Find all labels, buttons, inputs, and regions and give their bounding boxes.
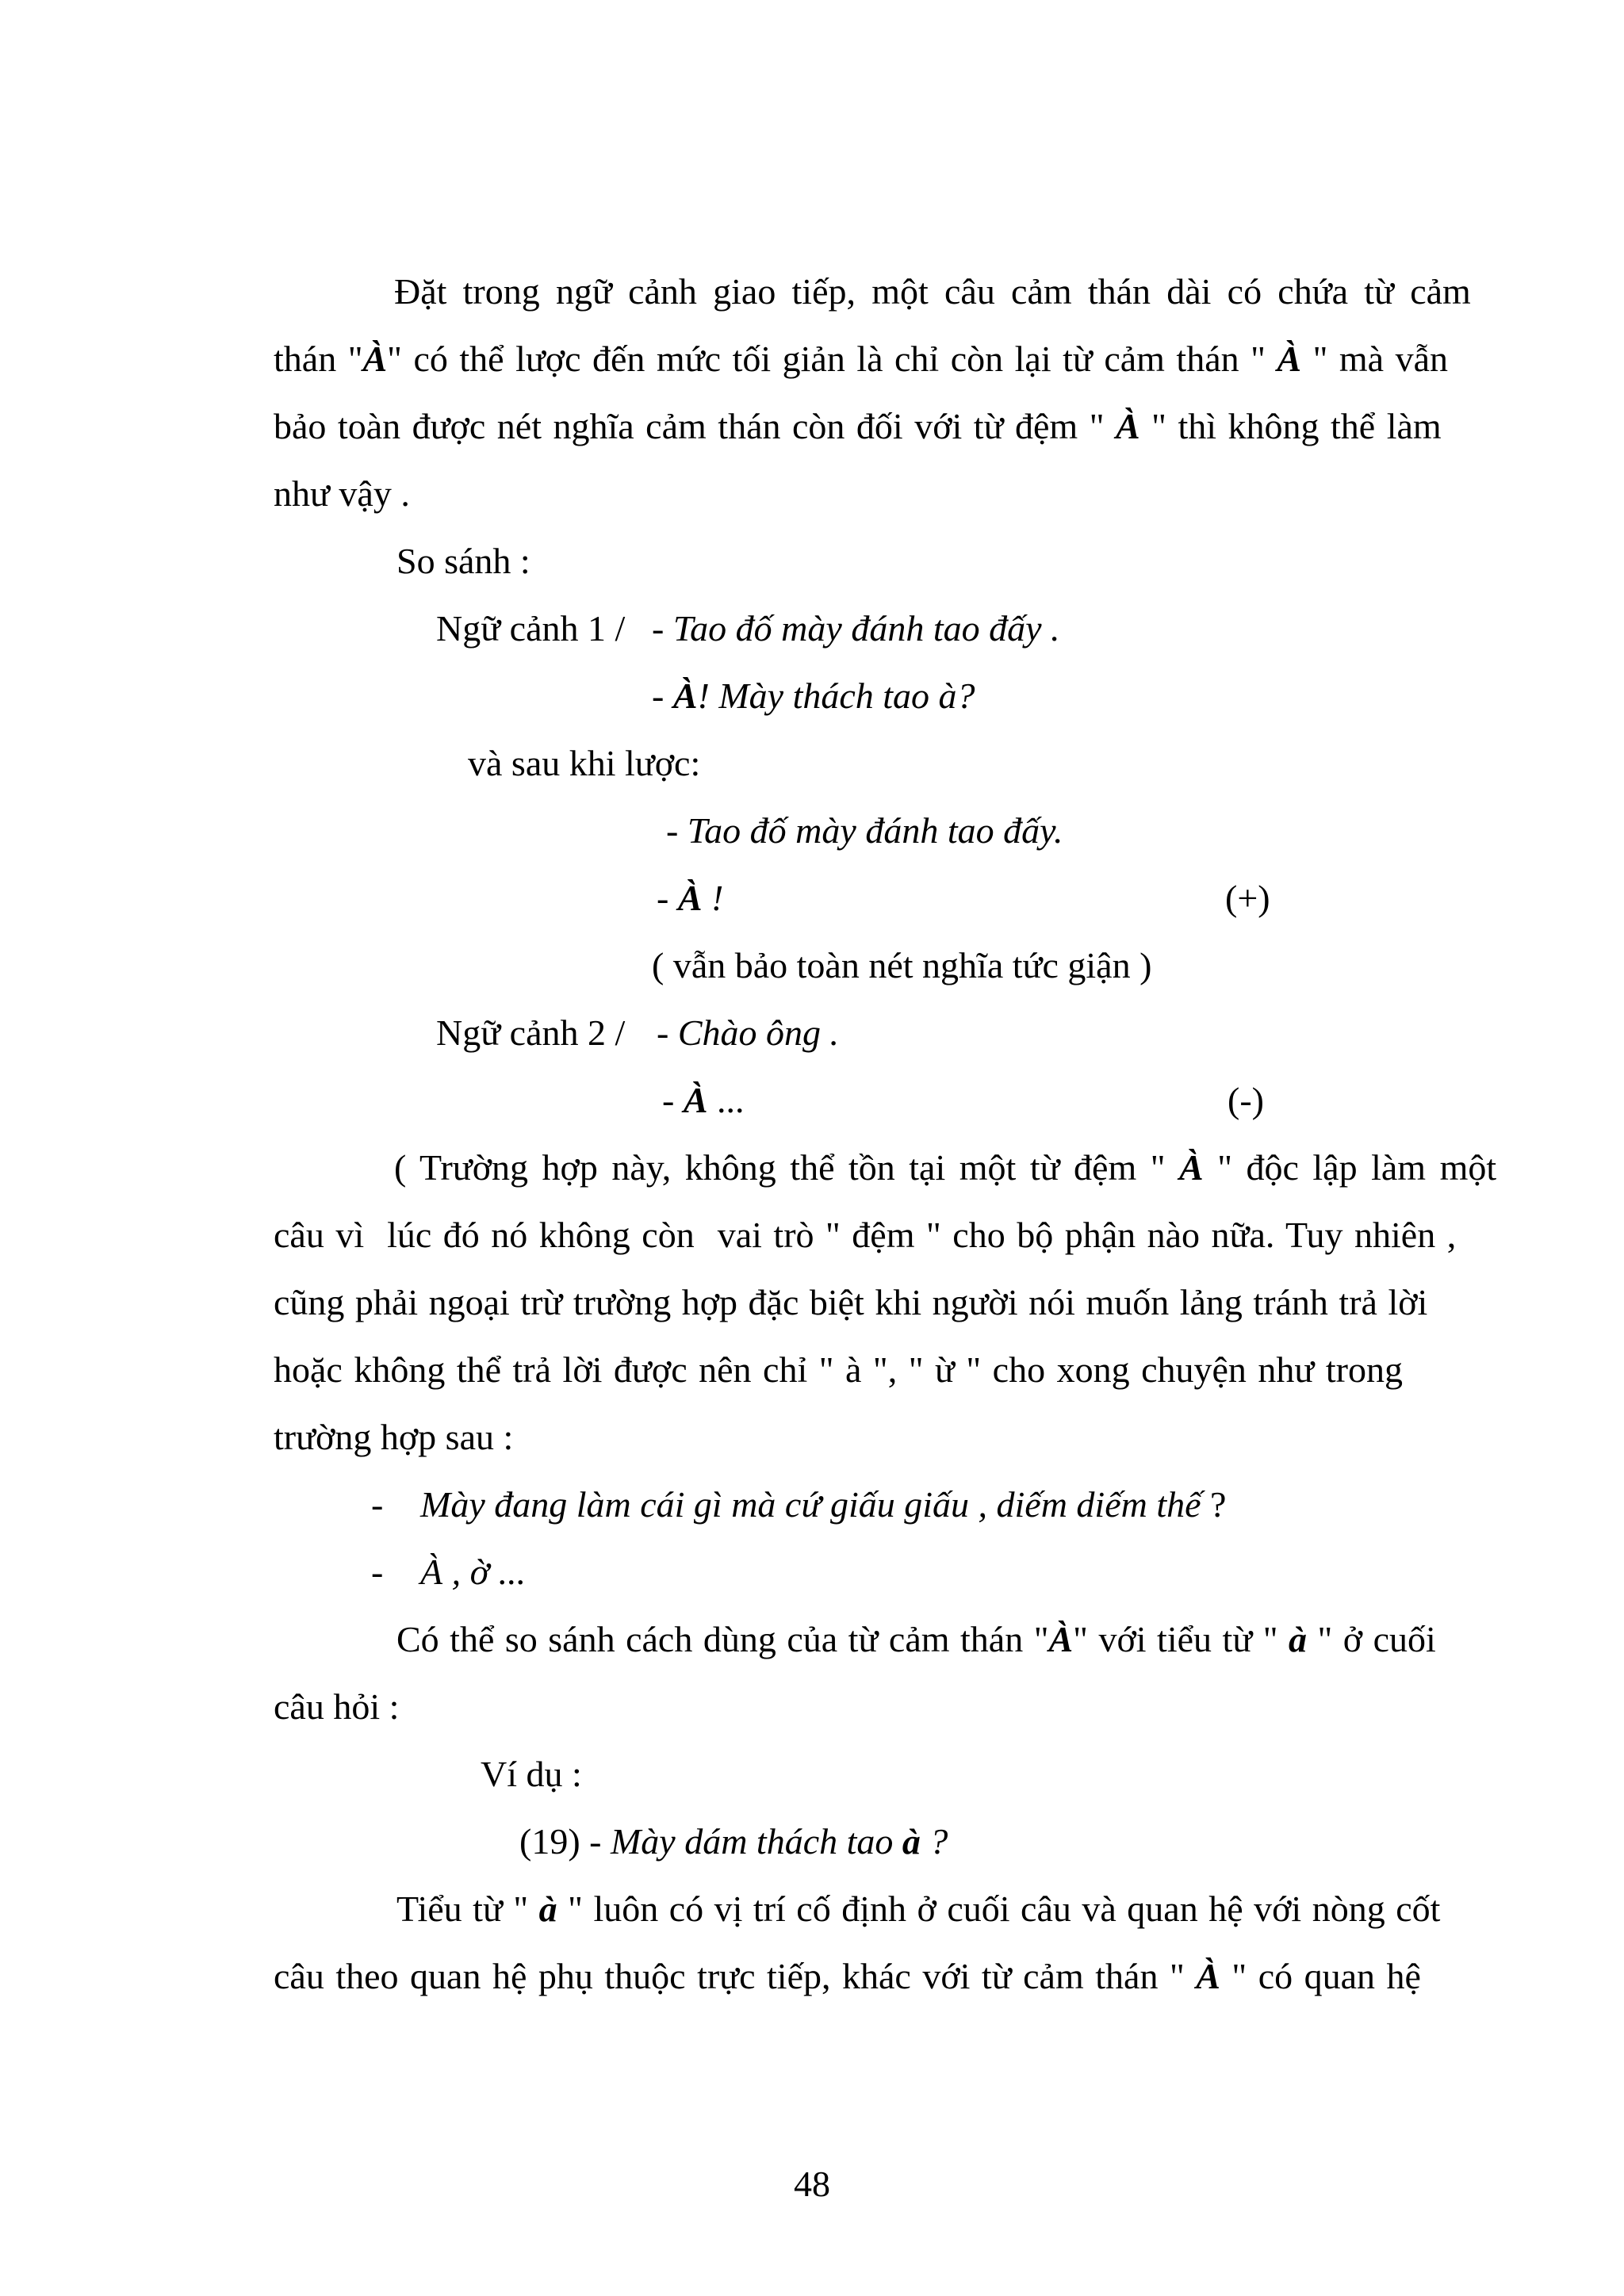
p1-line1-word: chứa [1277,271,1349,312]
compare-label: So sánh : [396,541,530,581]
p1-line2: thán "À" có thể lược đến mức tối giản là chỉ còn lại từ cảm thán " À " mà vẫn [274,339,1449,379]
after-ellipsis-label: và sau khi lược: [468,743,701,783]
p2-line2: câu vì lúc đó nó không còn vai trò " đệm " cho bộ phận nào nữa. Tuy nhiên , [274,1215,1457,1255]
p1-line1-word: cảnh [628,271,697,312]
page-number: 48 [794,2164,830,2204]
dialog1-dash: - [371,1484,384,1525]
p1-line1-word: một [871,271,929,312]
context2-line1: - Chào ông . [657,1012,840,1053]
p1-line1-word: giao [713,271,776,312]
p1-line1-word: Đặt [394,271,447,312]
p3-line2: câu hỏi : [274,1686,400,1727]
p1-line1-word: tiếp, [791,271,856,312]
p1-line1-word: cảm [1011,271,1072,312]
p1-line1-word: câu [944,271,995,312]
after-line1: - Tao đố mày đánh tao đấy. [666,810,1063,851]
p4-line2: câu theo quan hệ phụ thuộc trực tiếp, khác với từ cảm thán " À " có quan hệ [274,1956,1421,1996]
context2-line2: - À ... [662,1080,745,1120]
example-label: Ví dụ : [481,1754,582,1794]
p3-line1: Có thể so sánh cách dùng của từ cảm thán "À" với tiểu từ " à " ở cuối [396,1619,1436,1659]
after-mark-plus: (+) [1225,878,1270,918]
p1-line1-word: thán [1087,271,1151,312]
p2-line1: ( Trường hợp này, không thể tồn tại một từ đệm " À " độc lập làm một [394,1147,1497,1188]
p2-line4: hoặc không thể trả lời được nên chỉ " à ", " ừ " cho xong chuyện như trong [274,1349,1403,1390]
p1-line1-word: trong [462,271,540,312]
example-19: (19) - Mày dám thách tao à ? [519,1821,948,1862]
dialog2-text: À , ờ ... [420,1552,527,1592]
dialog1-text: Mày đang làm cái gì mà cứ giấu giấu , diếm diếm thế ? [420,1484,1227,1525]
p1-line1-word: cảm [1410,271,1471,312]
p2-line3: cũng phải ngoại trừ trường hợp đặc biệt khi người nói muốn lảng tránh trả lời [274,1282,1428,1322]
after-note: ( vẫn bảo toàn nét nghĩa tức giận ) [652,945,1152,985]
p1-line1-word: có [1227,271,1262,312]
p4-line1: Tiểu từ " à " luôn có vị trí cố định ở cuối câu và quan hệ với nòng cốt [396,1888,1441,1929]
context2-mark-minus: (-) [1228,1080,1264,1120]
context1-line2: - À! Mày thách tao à? [652,675,975,716]
p1-line1-word: dài [1166,271,1212,312]
p1-line1 [394,271,1471,312]
dialog2-dash: - [371,1552,384,1592]
p2-line5: trường hợp sau : [274,1417,514,1457]
context1-label: Ngữ cảnh 1 / [436,608,626,649]
p1-line1-word: ngữ [555,271,612,312]
after-line2: - À ! [657,878,724,918]
p1-line4: như vậy . [274,473,410,514]
context2-label: Ngữ cảnh 2 / [436,1012,626,1053]
context1-line1: - Tao đố mày đánh tao đấy . [652,608,1060,649]
p1-line3: bảo toàn được nét nghĩa cảm thán còn đối với từ đệm " À " thì không thể làm [274,406,1442,446]
p1-line1-word: từ [1364,271,1394,312]
